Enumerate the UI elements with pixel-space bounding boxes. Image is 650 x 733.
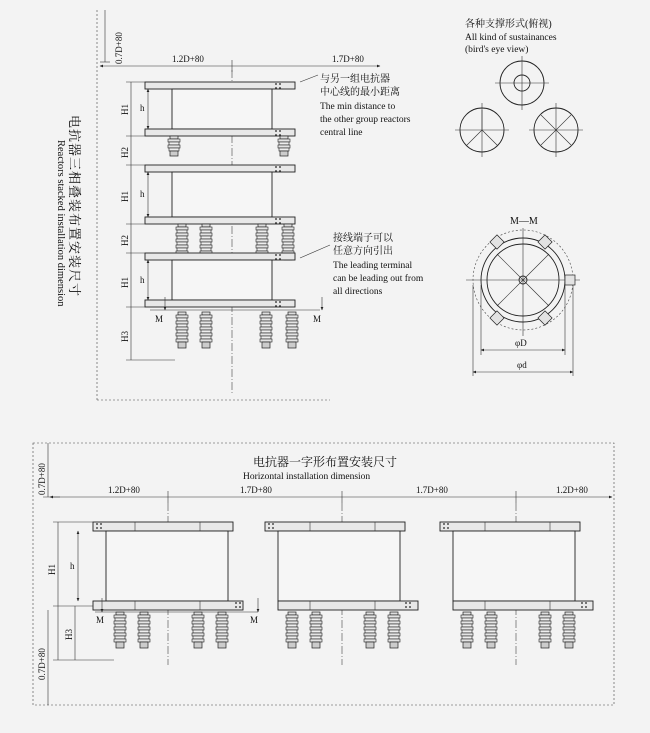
section-mm <box>466 216 580 376</box>
note-min-distance-en-1: The min distance to <box>320 102 396 112</box>
stacked-m-right: M <box>313 314 322 324</box>
horizontal-m-right: M <box>250 615 259 625</box>
stacked-h1-c: H1 <box>120 277 130 288</box>
stacked-left-span-label: 1.2D+80 <box>172 54 204 64</box>
note-terminal-cn-2: 任意方向引出 <box>333 246 393 257</box>
note-min-distance-en-2: the other group reactors <box>320 115 411 125</box>
horizontal-span-1: 1.2D+80 <box>108 485 140 495</box>
note-min-distance-cn-2: 中心线的最小距离 <box>320 87 400 98</box>
stacked-h3: H3 <box>120 331 130 342</box>
horizontal-h3: H3 <box>64 629 74 640</box>
section-dia-inner: φD <box>515 338 527 348</box>
note-terminal-en-1: The leading terminal <box>333 261 413 271</box>
section-mm-title: M—M <box>510 216 538 227</box>
sustainance-views <box>455 17 583 157</box>
horizontal-top-offset: 0.7D+80 <box>37 463 47 495</box>
horizontal-span-4: 1.2D+80 <box>556 485 588 495</box>
stacked-h-a: h <box>140 103 145 113</box>
sustainance-title-en-1: All kind of sustainances <box>465 33 557 43</box>
note-terminal-en-3: all directions <box>333 287 383 297</box>
stacked-h-b: h <box>140 189 145 199</box>
horizontal-span-3: 1.7D+80 <box>416 485 448 495</box>
note-terminal-cn-1: 接线端子可以 <box>333 233 393 244</box>
stacked-right-span-label: 1.7D+80 <box>332 54 364 64</box>
horizontal-view <box>33 443 614 705</box>
note-min-distance-en-3: central line <box>320 128 363 138</box>
horizontal-h1: H1 <box>47 564 57 575</box>
horizontal-title-en: Horizontal installation dimension <box>243 472 371 482</box>
stacked-title-cn: 电抗器三相叠装布置安装尺寸 <box>67 115 82 298</box>
stacked-h-c: h <box>140 275 145 285</box>
horizontal-m-left: M <box>96 615 105 625</box>
horizontal-bottom-offset: 0.7D+80 <box>37 648 47 680</box>
stacked-h2-b: H2 <box>120 235 130 246</box>
sustainance-title-en-2: (bird's eye view) <box>465 45 529 55</box>
stacked-view <box>55 10 424 400</box>
sustainance-title-cn: 各种支撑形式(俯视) <box>465 19 552 30</box>
stacked-m-left: M <box>155 314 164 324</box>
stacked-title-en: Reactors stacked installation dimension <box>55 140 66 307</box>
horizontal-span-2: 1.7D+80 <box>240 485 272 495</box>
note-terminal-en-2: can be leading out from <box>333 274 424 284</box>
note-min-distance-cn-1: 与另一组电抗器 <box>320 74 390 85</box>
stacked-h2-a: H2 <box>120 147 130 158</box>
horizontal-h: h <box>70 561 75 571</box>
stacked-top-offset-label: 0.7D+80 <box>114 32 124 64</box>
horizontal-title-cn: 电抗器一字形布置安装尺寸 <box>253 455 398 469</box>
stacked-h1-b: H1 <box>120 191 130 202</box>
section-dia-outer: φd <box>517 360 527 370</box>
stacked-h1-a: H1 <box>120 104 130 115</box>
